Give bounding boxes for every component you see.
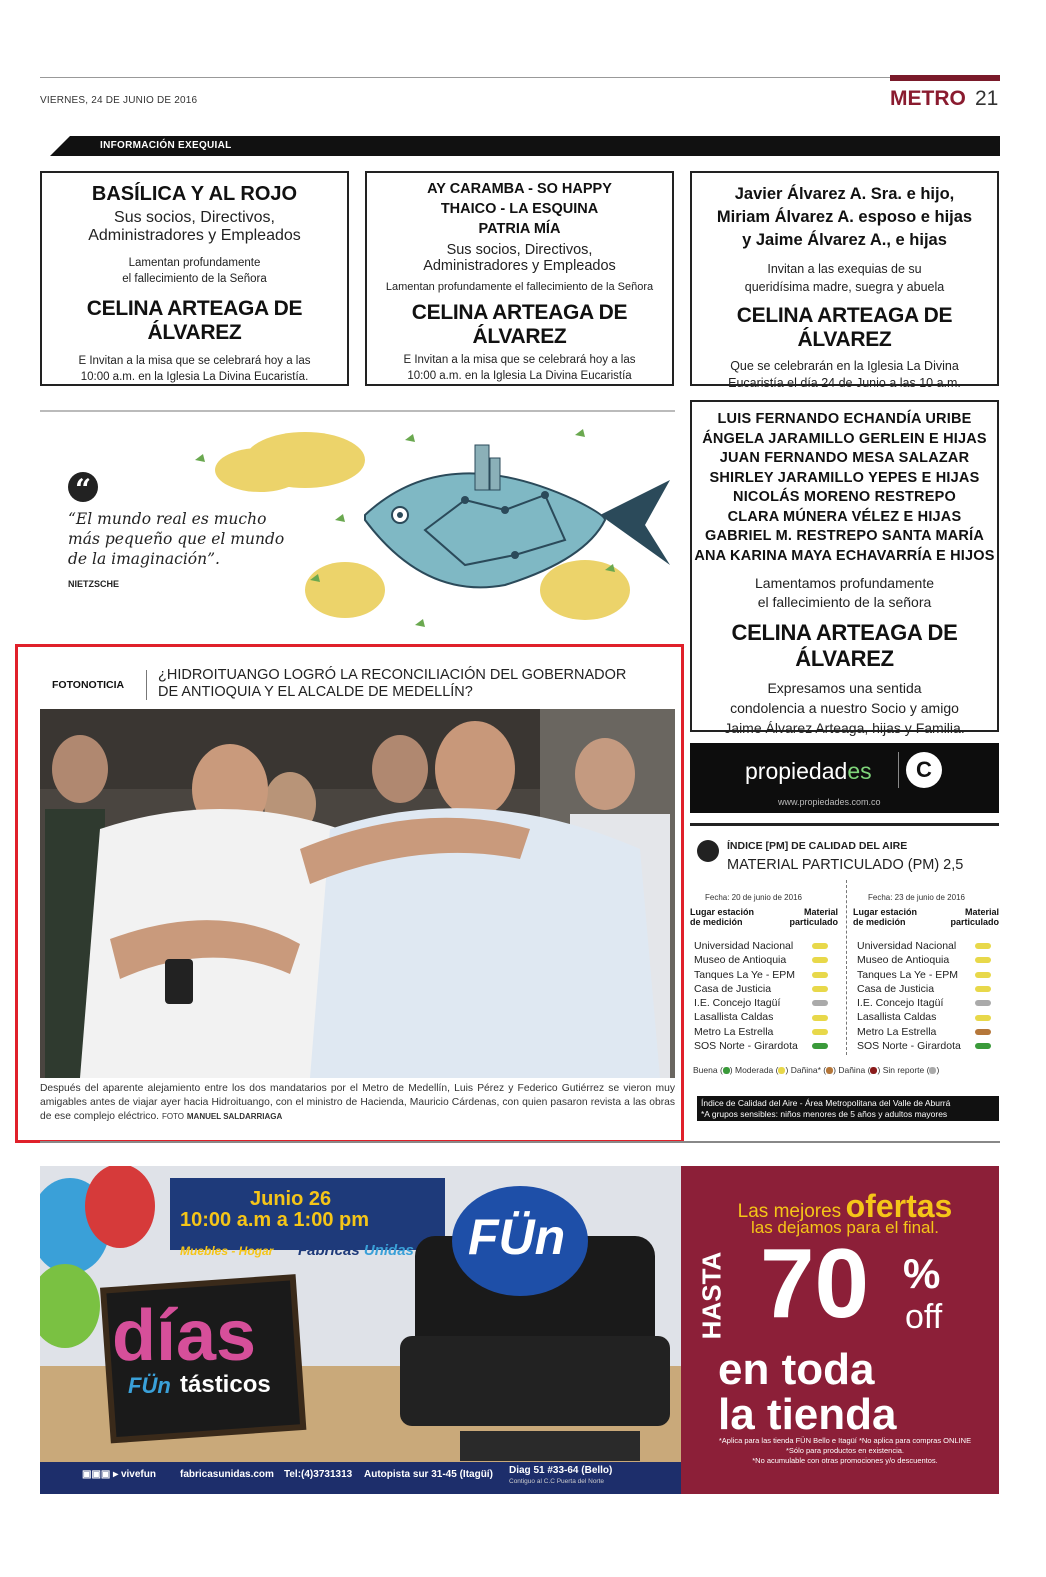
obituary-message: Lamentamos profundamente — [755, 575, 934, 591]
obituary-title: AY CARAMBA - SO HAPPY — [427, 181, 612, 197]
air-quality-status-dot — [975, 986, 991, 992]
status-dots-1 — [812, 939, 828, 1053]
obituary-footer: condolencia a nuestro Socio y amigo — [730, 700, 959, 716]
condolence-name: NICOLÁS MORENO RESTREPO — [733, 489, 956, 505]
family-line: Miriam Álvarez A. esposo e hijas — [716, 208, 973, 226]
obituary-title: BASÍLICA Y AL ROJO — [91, 183, 298, 205]
condolence-name: GABRIEL M. RESTREPO SANTA MARÍA — [704, 528, 985, 544]
obituary-message: Invitan a las exequias de su — [767, 262, 922, 276]
quote-line: de la imaginación”. — [68, 550, 220, 568]
ad-address-1: Autopista sur 31-45 (Itagüí) — [364, 1469, 493, 1480]
station-name: I.E. Concejo Itagüí — [857, 997, 944, 1010]
air-quality-status-dot — [975, 972, 991, 978]
offer-la-tienda: la tienda — [718, 1390, 897, 1439]
ad-tag-furniture: Muebles - Hogar — [180, 1244, 274, 1258]
offer-line-1b: ofertas — [845, 1188, 953, 1224]
air-quality-subtitle: MATERIAL PARTICULADO (PM) 2,5 — [727, 857, 964, 873]
obituary-footer: E Invitan a la misa que se celebrará hoy a las — [78, 355, 311, 367]
air-quality-status-dot — [812, 1015, 828, 1021]
photo-news-title-line: ¿HIDROITUANGO LOGRÓ LA RECONCILIACIÓN DEL GOBERNADOR — [158, 667, 627, 683]
material-header-1: Material particulado — [789, 907, 838, 927]
legend-buena: Buena — [693, 1065, 718, 1075]
ad-tag-brand — [298, 1242, 414, 1259]
legend-moderada: Moderada — [735, 1065, 774, 1075]
divider — [690, 823, 999, 826]
air-quality-footer-line: Índice de Calidad del Aire - Área Metropolitana del Valle de Aburrá — [701, 1098, 951, 1108]
legend-danina-sens-dot — [826, 1067, 833, 1074]
air-quality-status-dot — [812, 943, 828, 949]
condolence-name: SHIRLEY JARAMILLO YEPES E HIJAS — [709, 469, 980, 486]
air-quality-status-dot — [812, 1029, 828, 1035]
obituary-message: Lamentan profundamente el fallecimiento de la Señora — [385, 281, 654, 293]
station-name: Tanques La Ye - EPM — [857, 968, 958, 981]
station-name: Lasallista Caldas — [694, 1011, 774, 1024]
air-quality-status-dot — [812, 986, 828, 992]
station-name: Casa de Justicia — [857, 982, 935, 995]
station-name: Metro La Estrella — [694, 1025, 774, 1038]
ad-social-handle: vivefun — [120, 1469, 156, 1480]
colombiano-logo-icon: C — [906, 752, 942, 788]
station-name: Museo de Antioquia — [857, 954, 950, 967]
photo-news-label: FOTONOTICIA — [52, 679, 125, 691]
ad-tasticos: tásticos — [180, 1371, 271, 1398]
fun-logo: FÜn — [468, 1209, 566, 1265]
air-quality-footer — [697, 1096, 999, 1121]
propiedades-divider — [898, 752, 899, 788]
social-icons: ▣▣▣ ▸ — [82, 1469, 119, 1480]
obituary-message: el fallecimiento de la señora — [757, 594, 932, 610]
station-list-2 — [857, 939, 961, 1053]
legend-buena-dot — [723, 1067, 730, 1074]
air-quality-status-dot — [975, 957, 991, 963]
air-quality-status-dot — [812, 1043, 828, 1049]
ad-time: 10:00 a.m a 1:00 pm — [180, 1209, 369, 1231]
ad-address-2: Diag 51 #33-64 (Bello) — [509, 1465, 613, 1476]
photo-news-separator — [146, 670, 147, 700]
obituary-footer: Eucaristía el día 24 de Junio a las 10 a.m. — [728, 376, 961, 390]
condolence-name: ÁNGELA JARAMILLO GERLEIN E HIJAS — [702, 430, 987, 447]
obituary-footer: E Invitan a la misa que se celebrará hoy a las — [403, 354, 636, 366]
deceased-name: CELINA ARTEAGA DE ÁLVAREZ — [736, 304, 953, 351]
family-line: y Jaime Álvarez A., e hijas — [742, 231, 947, 249]
obituary-title: THAICO - LA ESQUINA — [440, 201, 599, 217]
header-accent-bar — [890, 75, 1000, 81]
station-name: Lasallista Caldas — [857, 1011, 937, 1024]
offer-fine-line: *No acumulable con otras promociones y/o descuentos. — [752, 1456, 938, 1465]
obituary-message: Lamentan profundamente — [128, 257, 261, 269]
station-name: SOS Norte - Girardota — [694, 1040, 798, 1053]
legend-danina-dot — [870, 1067, 877, 1074]
obituary-line: Sus socios, Directivos, — [114, 209, 275, 226]
section-title: INFORMACIÓN EXEQUIAL — [100, 140, 232, 151]
photo-news-title-line: DE ANTIOQUIA Y EL ALCALDE DE MEDELLÍN? — [158, 684, 473, 700]
propiedades-logo-a: propiedad — [745, 758, 848, 784]
station-name: Tanques La Ye - EPM — [694, 968, 795, 981]
offer-fine-line: *Sólo para productos en existencia. — [786, 1446, 904, 1455]
air-quality-status-dot — [975, 1029, 991, 1035]
divider — [40, 410, 675, 412]
station-header-2: Lugar estación de medición — [853, 907, 918, 927]
air-quality-date-1: Fecha: 20 de junio de 2016 — [705, 893, 802, 902]
offer-en-toda: en toda — [718, 1345, 875, 1394]
photo-news-title — [158, 667, 668, 701]
deceased-name: CELINA ARTEAGA DE ÁLVAREZ — [86, 297, 303, 344]
obituary-message: el fallecimiento de la Señora — [122, 273, 267, 285]
station-name: I.E. Concejo Itagüí — [694, 997, 781, 1010]
offer-fine-line: *Aplica para las tienda FÜN Bello e Itagüí *No aplica para compras ONLINE — [718, 1436, 972, 1445]
air-quality-footer-line: *A grupos sensibles: niños menores de 5 años y adultos mayores — [701, 1109, 948, 1119]
station-name: Universidad Nacional — [857, 940, 957, 952]
station-name: Museo de Antioquia — [694, 954, 787, 967]
obituary-box-4 — [690, 400, 999, 736]
obituary-line: Administradores y Empleados — [88, 227, 301, 244]
station-header-1: Lugar estación de medición — [690, 907, 755, 927]
air-quality-title: ÍNDICE [PM] DE CALIDAD DEL AIRE — [727, 840, 908, 852]
offer-line-1a: Las mejores — [737, 1201, 842, 1222]
ad-social[interactable] — [82, 1469, 156, 1480]
ad-tag-brand-a: Fábricas — [298, 1242, 360, 1259]
legend-moderada-dot — [778, 1067, 785, 1074]
quote-text — [68, 509, 308, 569]
station-name: Universidad Nacional — [694, 940, 794, 952]
status-dots-2 — [975, 939, 991, 1053]
propiedades-logo — [745, 758, 872, 785]
news-photo-graphic — [40, 709, 675, 1078]
deceased-name: CELINA ARTEAGA DE ÁLVAREZ — [411, 301, 628, 348]
ad-address-2-sub: Contiguo al C.C Puerta del Norte — [509, 1478, 605, 1485]
ad-fun-small: FÜn — [128, 1373, 171, 1398]
ad-dias: días — [112, 1296, 257, 1376]
deceased-name: CELINA ARTEAGA DE ÁLVAREZ — [731, 620, 958, 671]
brand-name: METRO — [890, 87, 966, 110]
obituary-footer: 10:00 a.m. en la Iglesia La Divina Eucaristía. — [80, 371, 309, 383]
obituary-line: Administradores y Empleados — [423, 258, 616, 274]
quote-line: “El mundo real es mucho — [68, 510, 267, 528]
obituary-footer: Expresamos una sentida — [767, 680, 922, 696]
air-quality-icon — [697, 840, 719, 862]
offer-fine-print — [700, 1436, 990, 1466]
quote-line: más pequeño que el mundo — [68, 530, 285, 548]
obituary-box-2 — [365, 171, 674, 386]
ad-web[interactable]: fabricasunidas.com — [180, 1469, 274, 1480]
material-header-2: Material particulado — [950, 907, 999, 927]
obituary-line: Sus socios, Directivos, — [446, 242, 593, 258]
ad-date: Junio 26 — [250, 1188, 332, 1210]
offer-percent: 70 — [760, 1228, 870, 1338]
station-name: SOS Norte - Girardota — [857, 1040, 961, 1053]
obituary-message: queridísima madre, suegra y abuela — [744, 280, 945, 294]
issue-date: VIERNES, 24 DE JUNIO DE 2016 — [40, 95, 198, 106]
photo-credit-label: FOTO — [161, 1112, 185, 1121]
condolence-name: ANA KARINA MAYA ECHAVARRÍA E HIJOS — [694, 547, 995, 564]
station-name: Metro La Estrella — [857, 1025, 937, 1038]
air-quality-status-dot — [975, 1015, 991, 1021]
air-quality-status-dot — [975, 1043, 991, 1049]
ad-phone: Tel:(4)3731313 — [284, 1469, 353, 1480]
air-quality-status-dot — [812, 1000, 828, 1006]
header-rule — [40, 77, 1000, 78]
legend-danina-sens: Dañina* — [790, 1065, 821, 1075]
obituary-footer: Jaime Álvarez Arteaga, hijas y Familia. — [724, 720, 965, 736]
condolence-name: CLARA MÚNERA VÉLEZ E HIJAS — [727, 508, 962, 525]
obituary-title: PATRIA MÍA — [478, 221, 561, 237]
condolence-name: LUIS FERNANDO ECHANDÍA URIBE — [717, 411, 972, 427]
station-name: Casa de Justicia — [694, 982, 772, 995]
legend-sin-reporte-dot — [929, 1067, 936, 1074]
air-quality-legend: Buena ( ) Moderada ( ) Dañina* ( ) Dañina ( ) Sin reporte ( ) — [693, 1065, 940, 1075]
news-photo — [40, 709, 675, 1078]
air-quality-status-dot — [975, 943, 991, 949]
quote-author: NIETZSCHE — [68, 579, 120, 589]
divider — [40, 1141, 1000, 1143]
air-quality-status-dot — [812, 957, 828, 963]
obituary-footer: Que se celebrarán en la Iglesia La Divina — [730, 359, 959, 373]
propiedades-url[interactable]: www.propiedades.com.co — [778, 797, 881, 807]
offer-line-2: las dejamos para el final. — [750, 1218, 940, 1237]
offer-percent-sign: % — [903, 1250, 941, 1297]
page-number: 21 — [975, 87, 999, 110]
photo-caption — [40, 1082, 675, 1124]
quote-icon: “ — [68, 472, 98, 502]
offer-off: off — [905, 1298, 943, 1336]
caption-text: Después del aparente alejamiento entre los dos mandatarios por el Metro de Medellín, Luis Pérez y Federico Gutiérrez se vieron muy amigables antes de viajar ayer hacia Hidroituango, con el ministro de Hacienda, Mauricio Cárdenas, con quien pasaron revista a las obras de ese complejo eléctrico. — [40, 1083, 675, 1122]
propiedades-logo-b: es — [847, 758, 872, 784]
offer-hasta: HASTA — [696, 1251, 727, 1340]
obituary-box-3 — [690, 171, 999, 390]
condolence-names — [692, 410, 997, 566]
station-list-1 — [694, 939, 798, 1053]
photo-credit-name: MANUEL SALDARRIAGA — [186, 1112, 283, 1121]
condolence-name: JUAN FERNANDO MESA SALAZAR — [719, 450, 970, 466]
family-line: Javier Álvarez A. Sra. e hijo, — [734, 185, 955, 203]
air-quality-status-dot — [812, 972, 828, 978]
obituary-box-1 — [40, 171, 349, 386]
air-quality-column-divider — [846, 880, 847, 1055]
obituary-footer: 10:00 a.m. en la Iglesia La Divina Eucaristía — [407, 370, 632, 382]
legend-sin-reporte: Sin reporte — [882, 1065, 925, 1075]
legend-danina: Dañina — [838, 1065, 866, 1075]
ad-tag-brand-b: Unidas — [363, 1242, 414, 1259]
air-quality-date-2: Fecha: 23 de junio de 2016 — [868, 893, 965, 902]
air-quality-status-dot — [975, 1000, 991, 1006]
